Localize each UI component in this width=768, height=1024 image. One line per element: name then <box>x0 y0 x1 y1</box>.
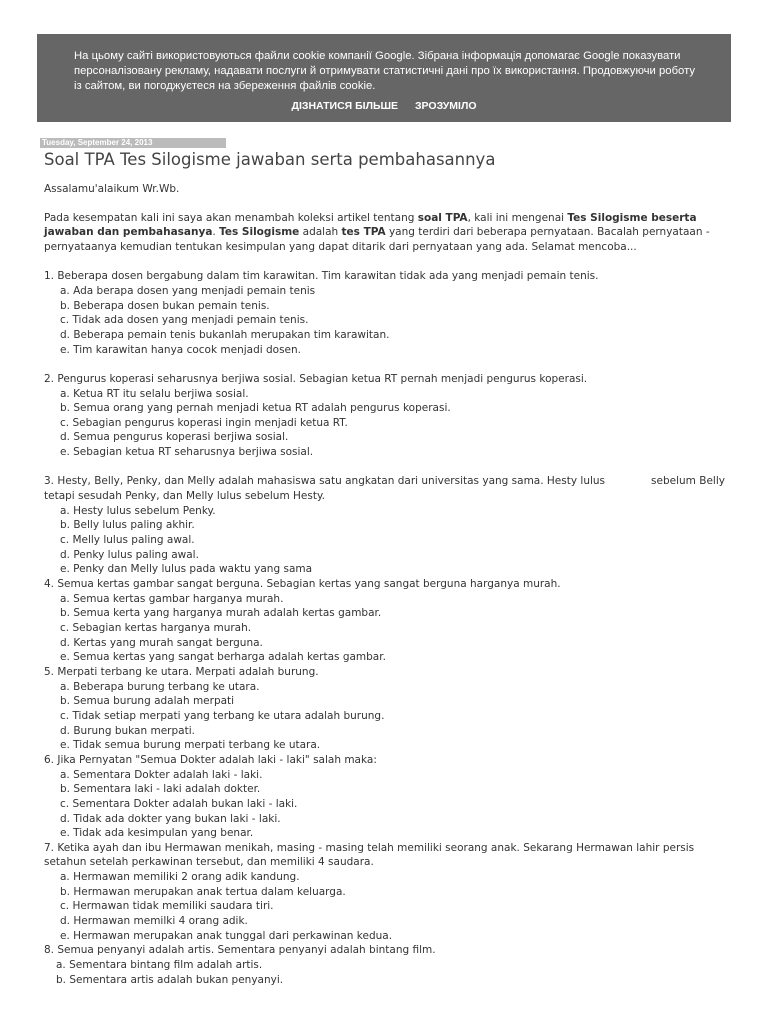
option: b. Belly lulus paling akhir. <box>60 519 195 532</box>
option: c. Tidak setiap merpati yang terbang ke utara adalah burung. <box>60 709 385 722</box>
intro-bold: Tes Silogisme <box>219 226 300 239</box>
option: a. Semua kertas gambar harganya murah. <box>60 592 284 605</box>
greeting: Assalamu'alaikum Wr.Wb. <box>44 183 180 195</box>
option: e. Penky dan Melly lulus pada waktu yang sama <box>60 563 313 576</box>
option: e. Sebagian ketua RT seharusnya berjiwa sosial. <box>60 446 314 459</box>
question-block <box>44 577 734 665</box>
option-list <box>44 284 734 357</box>
option: b. Semua orang yang pernah menjadi ketua RT adalah pengurus koperasi. <box>60 402 451 415</box>
option: d. Semua pengurus koperasi berjiwa sosial. <box>60 431 289 444</box>
intro-paragraph <box>44 211 734 255</box>
option: e. Tidak ada kesimpulan yang benar. <box>60 827 254 840</box>
question-block <box>44 474 734 577</box>
option: e. Tidak semua burung merpati terbang ke utara. <box>60 739 321 752</box>
option: d. Kertas yang murah sangat berguna. <box>60 636 263 649</box>
question-text-part: sebelum <box>651 475 696 488</box>
question-text: 1. Beberapa dosen bergabung dalam tim karawitan. Tim karawitan tidak ada yang menjadi pemain tenis. <box>44 270 599 283</box>
option: e. Tim karawitan hanya cocok menjadi dosen. <box>60 343 302 356</box>
intro-text: , kali ini mengenai <box>467 211 568 224</box>
intro-bold: Tes Silogisme beserta jawaban dan pembahasanya <box>44 211 697 239</box>
option: c. Sebagian pengurus koperasi ingin menjadi ketua RT. <box>60 416 348 429</box>
question-text: 5. Merpati terbang ke utara. Merpati adalah burung. <box>44 665 319 678</box>
option-list <box>44 680 734 753</box>
question-text: 7. Ketika ayah dan ibu Hermawan menikah, masing - masing telah memiliki seorang anak. Sekarang Hermawan lahir persis setahun setelah perkawinan tersebut, dan memiliki 4 saudara. <box>44 841 695 869</box>
option-list <box>44 768 734 841</box>
option: d. Burung bukan merpati. <box>60 724 195 737</box>
option: c. Melly lulus paling awal. <box>60 534 195 547</box>
question-text: 6. Jika Pernyatan "Semua Dokter adalah laki - laki" salah maka: <box>44 753 377 766</box>
option: a. Sementara bintang film adalah artis. <box>56 959 263 972</box>
option: c. Sebagian kertas harganya murah. <box>60 621 252 634</box>
cookie-message: На цьому сайті використовуються файли cookie компанії Google. Зібрана інформація допомагає Google показувати персоналізовану рекламу, надавати послуги й отримувати статистичні дані про їх використання. Продовжуючи роботу із сайтом, ви погоджуєтеся на збереження файлів cookie. <box>74 50 696 92</box>
question-block <box>44 943 734 987</box>
option: e. Hermawan merupakan anak tunggal dari perkawinan kedua. <box>60 929 393 942</box>
post-title[interactable]: Soal TPA Tes Silogisme jawaban serta pembahasannya <box>44 150 496 169</box>
option: b. Semua kerta yang harganya murah adalah kertas gambar. <box>60 607 382 620</box>
question-text-part: 3. Hesty, Belly, Penky, dan Melly adalah mahasiswa satu angkatan dari universitas yang sama. Hesty lulus <box>44 475 606 488</box>
option: a. Ketua RT itu selalu berjiwa sosial. <box>60 387 249 400</box>
option: c. Hermawan tidak memiliki saudara tiri. <box>60 900 274 913</box>
learn-more-link[interactable]: ДІЗНАТИСЯ БІЛЬШЕ <box>291 100 399 112</box>
option: d. Penky lulus paling awal. <box>60 548 199 561</box>
option-list <box>44 592 734 665</box>
question-block <box>44 665 734 753</box>
intro-text: Pada kesempatan kali ini saya akan menambah koleksi artikel tentang <box>44 211 418 224</box>
question-text: 4. Semua kertas gambar sangat berguna. Sebagian kertas yang sangat berguna harganya murah. <box>44 578 561 591</box>
option-list <box>44 504 734 577</box>
option-list <box>44 870 734 943</box>
intro-bold: soal TPA <box>417 211 468 224</box>
option: a. Sementara Dokter adalah laki - laki. <box>60 768 263 781</box>
option: b. Semua burung adalah merpati <box>60 695 235 708</box>
option: d. Tidak ada dokter yang bukan laki - laki. <box>60 812 281 825</box>
accept-cookies-button[interactable]: ЗРОЗУМІЛО <box>414 100 477 112</box>
option: c. Tidak ada dosen yang menjadi pemain tenis. <box>60 314 309 327</box>
post-body <box>44 138 734 987</box>
option: b. Hermawan merupakan anak tertua dalam keluarga. <box>60 885 346 898</box>
question-block <box>44 753 734 841</box>
option: a. Beberapa burung terbang ke utara. <box>60 680 260 693</box>
question-block <box>44 269 734 357</box>
option: a. Ada berapa dosen yang menjadi pemain tenis <box>60 284 316 297</box>
option: d. Hermawan memilki 4 orang adik. <box>60 915 248 928</box>
intro-text: adalah <box>299 226 342 239</box>
question-text: 8. Semua penyanyi adalah artis. Sementara penyanyi adalah bintang film. <box>44 944 436 957</box>
option: c. Sementara Dokter adalah bukan laki - laki. <box>60 797 298 810</box>
option: b. Sementara artis adalah bukan penyanyi. <box>56 973 284 986</box>
question-text: 2. Pengurus koperasi seharusnya berjiwa sosial. Sebagian ketua RT pernah menjadi pengurus koperasi. <box>44 372 588 385</box>
option: d. Beberapa pemain tenis bukanlah merupakan tim karawitan. <box>60 328 390 341</box>
question-block <box>44 372 734 460</box>
question-block <box>44 841 734 944</box>
option: b. Sementara laki - laki adalah dokter. <box>60 783 261 796</box>
cookie-banner <box>37 34 731 122</box>
cookie-actions <box>37 100 731 112</box>
option: a. Hermawan memiliki 2 orang adik kandung. <box>60 871 300 884</box>
question-text-part: Belly tetapi sesudah Penky, dan Melly lulus sebelum Hesty. <box>44 475 725 503</box>
option-list <box>44 387 734 460</box>
option-list <box>44 958 734 987</box>
question-text <box>44 474 734 503</box>
intro-bold: tes TPA <box>341 226 386 239</box>
post-date: Tuesday, September 24, 2013 <box>40 138 226 148</box>
option: b. Beberapa dosen bukan pemain tenis. <box>60 299 270 312</box>
intro-text: yang terdiri dari beberapa pernyataan. Bacalah pernyataan - pernyataanya kemudian tentukan kesimpulan yang dapat ditarik dari pernyataan yang ada. Selamat mencoba... <box>44 226 710 253</box>
option: a. Hesty lulus sebelum Penky. <box>60 504 216 517</box>
intro-text: . <box>212 226 220 239</box>
option: e. Semua kertas yang sangat berharga adalah kertas gambar. <box>60 651 386 664</box>
